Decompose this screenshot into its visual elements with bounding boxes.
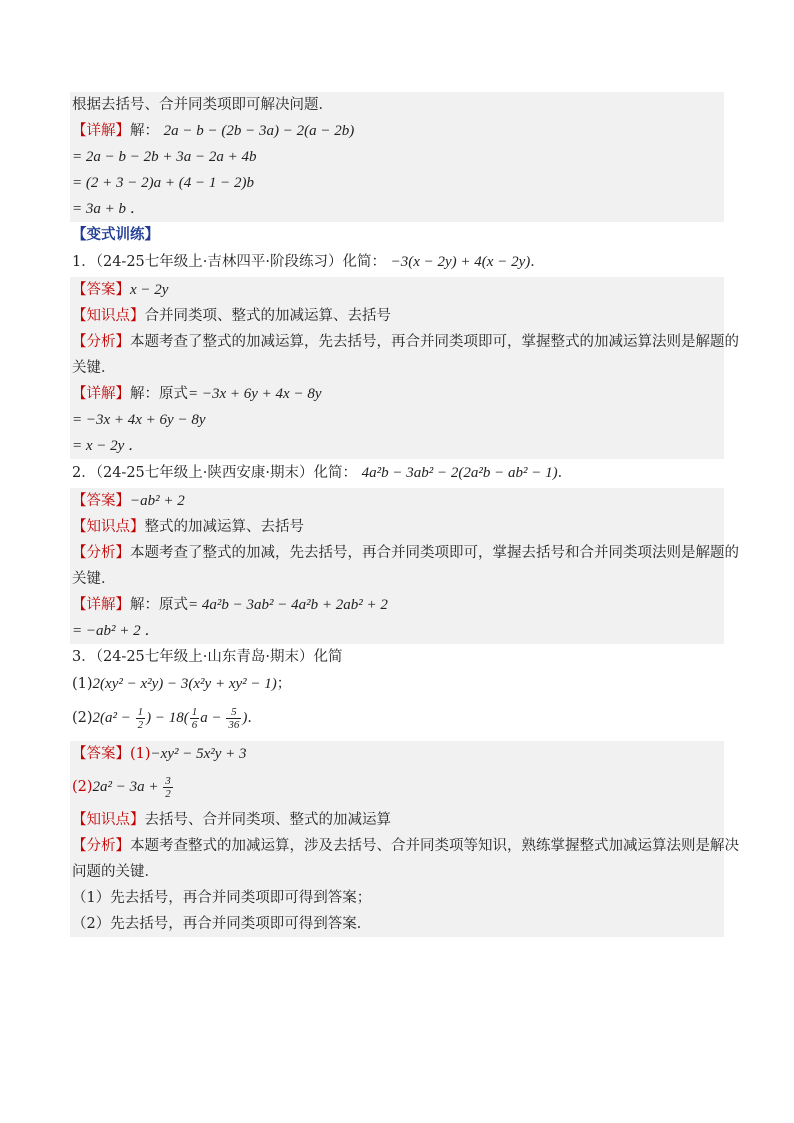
sub-expr-part: ) − 18( xyxy=(146,710,189,726)
example-expression: 2a − b − (2b − 3a) − 2(a − 2b) xyxy=(163,123,355,139)
analysis-text: 本题考查了整式的加减运算，先去括号，再合并同类项即可，掌握整式的加减运算法则是解题的 xyxy=(130,334,739,350)
problem-2-step: = −ab² + 2 ． xyxy=(70,618,724,644)
example-detail-line xyxy=(70,118,724,144)
example-step: = 3a + b ． xyxy=(70,196,724,222)
problem-2-analysis-cont: 关键． xyxy=(70,566,724,592)
problem-3-knowledge xyxy=(70,807,724,833)
detail-tag: 【详解】 xyxy=(72,386,130,402)
fraction-numerator: 1 xyxy=(191,705,198,718)
problem-number: 1． xyxy=(72,254,96,270)
problem-1-detail xyxy=(70,381,724,407)
fraction xyxy=(190,706,200,731)
answer-value: x − 2y xyxy=(130,282,169,298)
fraction xyxy=(163,775,173,800)
section-title: 【变式训练】 xyxy=(72,226,159,243)
problem-1-step: = −3x + 4x + 6y − 8y xyxy=(70,407,724,433)
problem-2-question xyxy=(70,459,724,488)
problem-3-note-2: （2）先去括号，再合并同类项即可得到答案． xyxy=(70,911,724,937)
problem-2-knowledge xyxy=(70,514,724,540)
intro-text-content: 根据去括号、合并同类项即可解决问题． xyxy=(72,97,333,113)
problem-number: 3． xyxy=(72,649,96,665)
answer-value: −xy² − 5x²y + 3 xyxy=(150,746,247,762)
problem-3-sub2 xyxy=(70,699,724,737)
problem-expression: 4a²b − 3ab² − 2(2a²b − ab² − 1) xyxy=(361,465,558,481)
problem-source: （24-25七年级上·山东青岛·期末）化简 xyxy=(95,649,343,665)
problem-1-step: = x − 2y ． xyxy=(70,433,724,459)
sub-expr-part: ) xyxy=(242,710,248,726)
problem-source: （24-25七年级上·吉林四平·阶段练习）化简： xyxy=(95,254,387,270)
problem-expression: −3(x − 2y) + 4(x − 2y) xyxy=(390,254,531,270)
knowledge-tag: 【知识点】 xyxy=(72,519,145,535)
detail-prefix: 解： xyxy=(130,123,159,139)
sub-expression: 2(xy² − x²y) − 3(x²y + xy² − 1) xyxy=(92,676,277,692)
fraction-numerator: 3 xyxy=(165,774,171,787)
problem-end: ． xyxy=(530,254,545,270)
answer-tag: 【答案】 xyxy=(72,282,130,298)
answer-tag: 【答案】 xyxy=(72,493,130,509)
analysis-tag: 【分析】 xyxy=(72,334,130,350)
fraction-numerator: 5 xyxy=(226,706,241,719)
intro-text xyxy=(70,92,724,118)
fraction-denominator: 6 xyxy=(191,718,198,731)
sub-label: (2) xyxy=(72,710,93,726)
answer-label: (2) xyxy=(72,779,93,795)
answer-label: (1) xyxy=(130,746,151,762)
sub-end: ． xyxy=(247,710,262,726)
problem-1-analysis xyxy=(70,329,739,355)
detail-tag: 【详解】 xyxy=(72,123,130,139)
answer-value: −ab² + 2 xyxy=(130,493,185,509)
fraction xyxy=(226,706,241,731)
problem-source: （24-25七年级上·陕西安康·期末）化简： xyxy=(95,465,358,481)
detail-tag: 【详解】 xyxy=(72,597,130,613)
analysis-tag: 【分析】 xyxy=(72,838,130,854)
knowledge-points: 去括号、合并同类项、整式的加减运算 xyxy=(144,812,391,828)
document-page xyxy=(70,92,739,937)
problem-3-analysis-cont: 问题的关键． xyxy=(70,859,724,885)
fraction-denominator: 2 xyxy=(137,718,144,731)
analysis-text: 本题考查整式的加减运算，涉及去括号、合并同类项等知识，熟练掌握整式加减运算法则是解决 xyxy=(130,838,739,854)
example-step: = 2a − b − 2b + 3a − 2a + 4b xyxy=(70,144,724,170)
example-step: = (2 + 3 − 2)a + (4 − 1 − 2)b xyxy=(70,170,724,196)
analysis-text: 本题考查了整式的加减，先去括号，再合并同类项即可，掌握去括号和合并同类项法则是解题的 xyxy=(130,545,739,561)
knowledge-points: 合并同类项、整式的加减运算、去括号 xyxy=(144,308,391,324)
problem-3-answer-2 xyxy=(70,767,724,807)
knowledge-tag: 【知识点】 xyxy=(72,308,145,324)
problem-3-analysis xyxy=(70,833,739,859)
problem-number: 2． xyxy=(72,465,96,481)
problem-3-question xyxy=(70,644,724,670)
sub-expr-part: 2(a² − xyxy=(92,710,135,726)
problem-end: ． xyxy=(557,465,573,481)
sub-end: ； xyxy=(276,676,292,692)
problem-2-detail xyxy=(70,592,724,618)
fraction xyxy=(136,706,146,731)
detail-prefix: 解：原式 xyxy=(130,386,188,402)
fraction-denominator: 36 xyxy=(228,718,240,731)
answer-tag: 【答案】 xyxy=(72,746,130,762)
sub-expr-part: a − xyxy=(200,710,226,726)
sub-label: (1) xyxy=(72,676,93,692)
problem-3-answer xyxy=(70,741,724,767)
fraction-numerator: 1 xyxy=(137,705,144,718)
answer-value: 2a² − 3a + xyxy=(92,779,163,795)
problem-1-analysis-cont: 关键． xyxy=(70,355,724,381)
problem-3-note-1: （1）先去括号，再合并同类项即可得到答案； xyxy=(70,885,724,911)
problem-2-answer xyxy=(70,488,724,514)
knowledge-tag: 【知识点】 xyxy=(72,812,145,828)
knowledge-points: 整式的加减运算、去括号 xyxy=(144,519,304,535)
detail-prefix: 解：原式 xyxy=(130,597,188,613)
analysis-tag: 【分析】 xyxy=(72,545,130,561)
detail-expression: = −3x + 6y + 4x − 8y xyxy=(188,386,322,402)
problem-3-sub1 xyxy=(70,670,724,699)
problem-2-analysis xyxy=(70,540,739,566)
problem-1-question xyxy=(70,248,724,277)
detail-expression: = 4a²b − 3ab² − 4a²b + 2ab² + 2 xyxy=(188,597,388,613)
problem-1-answer xyxy=(70,277,724,303)
fraction-denominator: 2 xyxy=(165,787,171,800)
problem-1-knowledge xyxy=(70,303,724,329)
